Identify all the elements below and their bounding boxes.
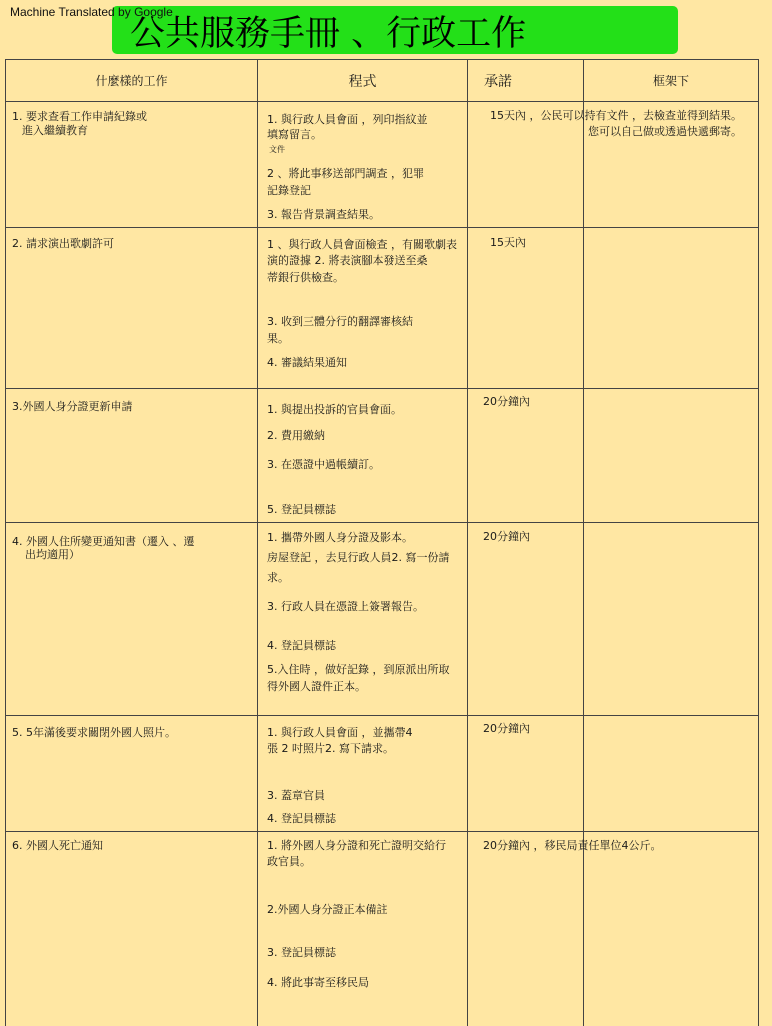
step-text: 政官員。 <box>267 855 311 868</box>
step-text: 3. 蓋章官員 <box>267 789 325 802</box>
promise-text: 15天內 ，公民可以持有文件 ，去檢查並得到結果。 <box>490 109 742 122</box>
promise-text: 15天內 <box>490 236 526 249</box>
step-text: 房屋登記 ，去見行政人員2. 寫一份請 <box>267 551 450 564</box>
step-text: 3. 登記員標誌 <box>267 946 336 959</box>
table-cell <box>584 832 759 1026</box>
step-text: 1. 與行政人員會面 ，並攜帶4 <box>267 726 413 739</box>
job-text: 出均適用） <box>25 548 80 561</box>
table-cell <box>584 228 759 389</box>
table-cell <box>584 523 759 716</box>
step-text: 1. 與提出投訴的官員會面。 <box>267 403 402 416</box>
step-text: 1 、與行政人員會面檢查 ，有關歌劇表 <box>267 238 457 251</box>
step-text: 3. 報告背景調查結果。 <box>267 208 380 221</box>
promise-text: 20分鐘內 ，移民局責任單位4公斤。 <box>483 839 662 852</box>
job-text: 1. 要求查看工作申請紀錄或 <box>12 110 147 123</box>
step-text: 5.入住時 ，做好記錄 ，到原派出所取 <box>267 663 450 676</box>
step-text: 3. 收到三體分行的翻譯審核結 <box>267 315 413 328</box>
step-text: 2 、將此事移送部門調查 ，犯罪 <box>267 167 424 180</box>
machine-translated-label: Machine Translated by Google <box>10 5 173 19</box>
service-table <box>5 59 759 1026</box>
job-text: 5. 5年滿後要求關閉外國人照片。 <box>12 726 176 739</box>
table-cell <box>468 523 584 716</box>
step-text: 果。 <box>267 332 289 345</box>
step-text: 求。 <box>267 571 289 584</box>
table-cell <box>468 832 584 1026</box>
table-row <box>6 228 258 389</box>
promise-text: 20分鐘內 <box>483 395 530 408</box>
job-text: 3.外國人身分證更新申請 <box>12 400 133 413</box>
promise-text: 20分鐘內 <box>483 530 530 543</box>
step-text: 3. 在憑證中過帳續訂。 <box>267 458 380 471</box>
step-text: 3. 行政人員在憑證上簽署報告。 <box>267 600 424 613</box>
table-cell <box>584 389 759 523</box>
table-cell <box>584 716 759 832</box>
job-text: 進入繼續教育 <box>22 124 88 137</box>
step-text: 得外國人證件正本。 <box>267 680 366 693</box>
step-text: 1. 與行政人員會面 ，列印指紋並 <box>267 113 428 126</box>
table-row <box>6 832 258 1026</box>
step-text: 5. 登記員標誌 <box>267 503 336 516</box>
step-text: 文件 <box>269 145 285 154</box>
step-text: 蒂銀行供檢查。 <box>267 271 344 284</box>
header-promise: 承諾 <box>468 60 584 102</box>
step-text: 2. 費用繳納 <box>267 429 325 442</box>
step-text: 2.外國人身分證正本備註 <box>267 903 388 916</box>
job-text: 2. 請求演出歌劇許可 <box>12 237 114 250</box>
job-text: 4. 外國人住所變更通知書（遷入 、遷 <box>12 535 195 548</box>
step-text: 1. 攜帶外國人身分證及影本。 <box>267 531 413 544</box>
header-procedure: 程式 <box>258 60 468 102</box>
table-cell <box>468 228 584 389</box>
step-text: 1. 將外國人身分證和死亡證明交給行 <box>267 839 446 852</box>
framework-text: 您可以自己做或透過快遞郵寄。 <box>588 125 742 138</box>
step-text: 演的證據 2. 將表演腳本發送至桑 <box>267 254 428 267</box>
promise-text: 20分鐘內 <box>483 722 530 735</box>
step-text: 4. 登記員標誌 <box>267 639 336 652</box>
step-text: 填寫留言。 <box>267 128 322 141</box>
page-title: 公共服務手冊 、行政工作 <box>130 14 527 54</box>
job-text: 6. 外國人死亡通知 <box>12 839 103 852</box>
step-text: 4. 將此事寄至移民局 <box>267 976 369 989</box>
step-text: 記錄登記 <box>267 184 311 197</box>
header-framework: 框架下 <box>584 60 759 102</box>
header-job: 什麼樣的工作 <box>6 60 258 102</box>
step-text: 4. 登記員標誌 <box>267 812 336 825</box>
step-text: 張 2 吋照片2. 寫下請求。 <box>267 742 394 755</box>
step-text: 4. 審議結果通知 <box>267 356 347 369</box>
